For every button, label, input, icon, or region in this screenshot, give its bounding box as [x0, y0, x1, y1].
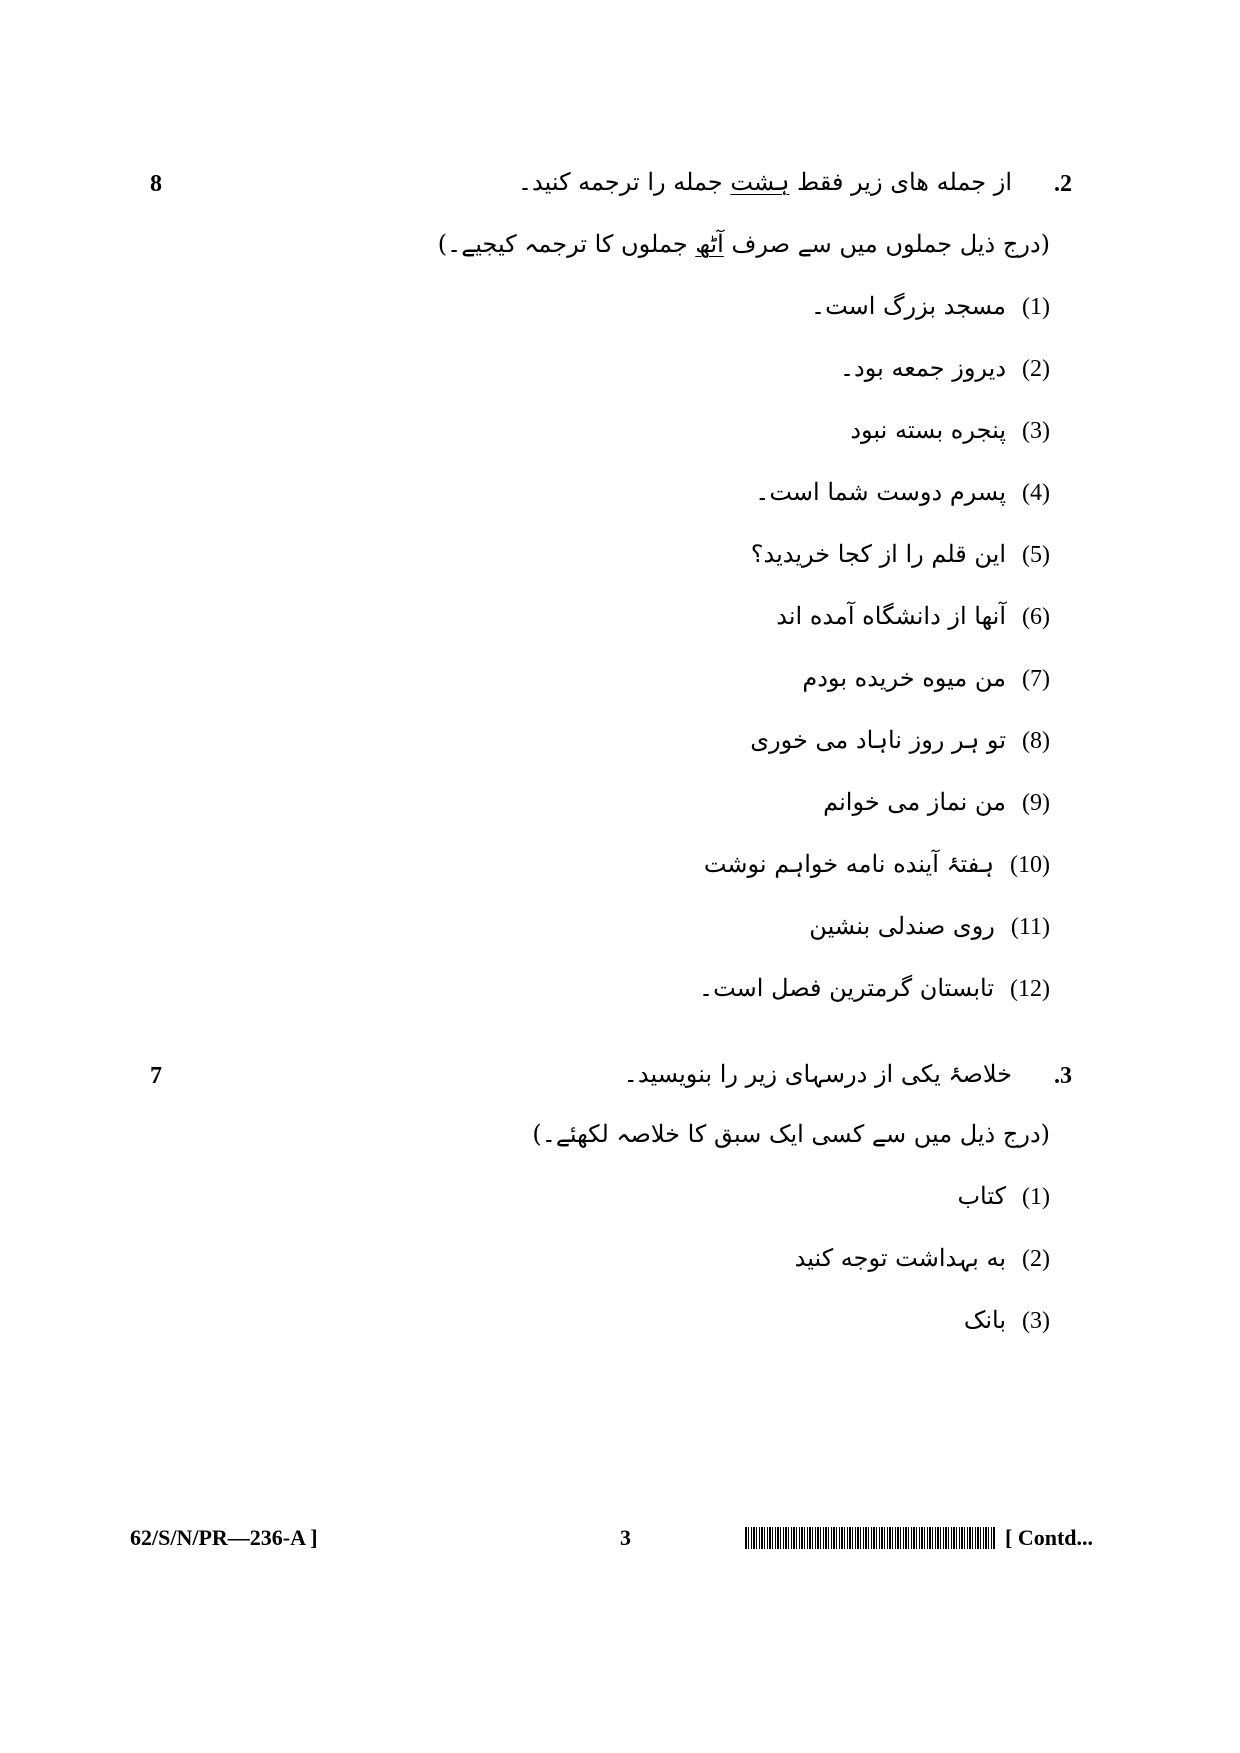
question-2-note-end: جملوں کا ترجمہ کیجیے۔) [437, 230, 696, 258]
list-item: (3)بانک [963, 1306, 1050, 1334]
question-2-number: .2 [1054, 171, 1072, 197]
paper-code: 62/S/N/PR—236-A ] [130, 1525, 318, 1550]
list-item: (12)تابستان گرمترین فصل است۔ [699, 974, 1050, 1002]
continued-label: [ Contd... [1005, 1525, 1094, 1550]
list-item: (1)کتاب [957, 1182, 1050, 1210]
question-2-note-start: (درج ذیل جملوں میں سے صرف [723, 230, 1050, 258]
question-2-note [438, 230, 1050, 258]
question-2-instruction-start: از جمله های زیر فقط [789, 168, 1012, 196]
list-item: (2)به بہداشت توجه کنید [794, 1244, 1050, 1272]
question-2-instruction-end: جمله را ترجمه کنید۔ [517, 168, 731, 196]
list-item: (11)روی صندلی بنشین [809, 912, 1050, 940]
list-item: (4)پسرم دوست شما است۔ [755, 478, 1050, 506]
question-3-number: .3 [1054, 1063, 1072, 1089]
barcode-icon [745, 1527, 995, 1549]
question-2-note-underlined: آٹھ [695, 230, 724, 258]
list-item: (9)من نماز می خوانم [823, 788, 1050, 816]
question-3-marks: 7 [150, 1063, 162, 1089]
list-item: (3)پنجره بسته نبود [850, 416, 1050, 444]
list-item: (5)این قلم را از کجا خریدید؟ [750, 540, 1050, 568]
list-item: (10)ہفتۂ آینده نامه خواہم نوشت [703, 850, 1050, 878]
question-3-note: (درج ذیل میں سے کسی ایک سبق کا خلاصہ لکھئے۔) [532, 1120, 1050, 1148]
page-number: 3 [620, 1525, 631, 1550]
question-2-instruction-underlined: ہشت [730, 168, 790, 196]
list-item: (1)مسجد بزرگ است۔ [811, 292, 1050, 320]
list-item: (6)آنها از دانشگاه آمده اند [776, 602, 1050, 630]
question-2-marks: 8 [150, 171, 162, 197]
question-2-instruction [518, 168, 1012, 196]
list-item: (7)من میوه خریده بودم [802, 664, 1050, 692]
question-3-instruction: خلاصۂ یکی از درسہای زیر را بنویسید۔ [623, 1060, 1012, 1088]
list-item: (8)تو ہر روز ناہاد می خوری [750, 726, 1050, 754]
list-item: (2)دیروز جمعه بود۔ [839, 354, 1050, 382]
